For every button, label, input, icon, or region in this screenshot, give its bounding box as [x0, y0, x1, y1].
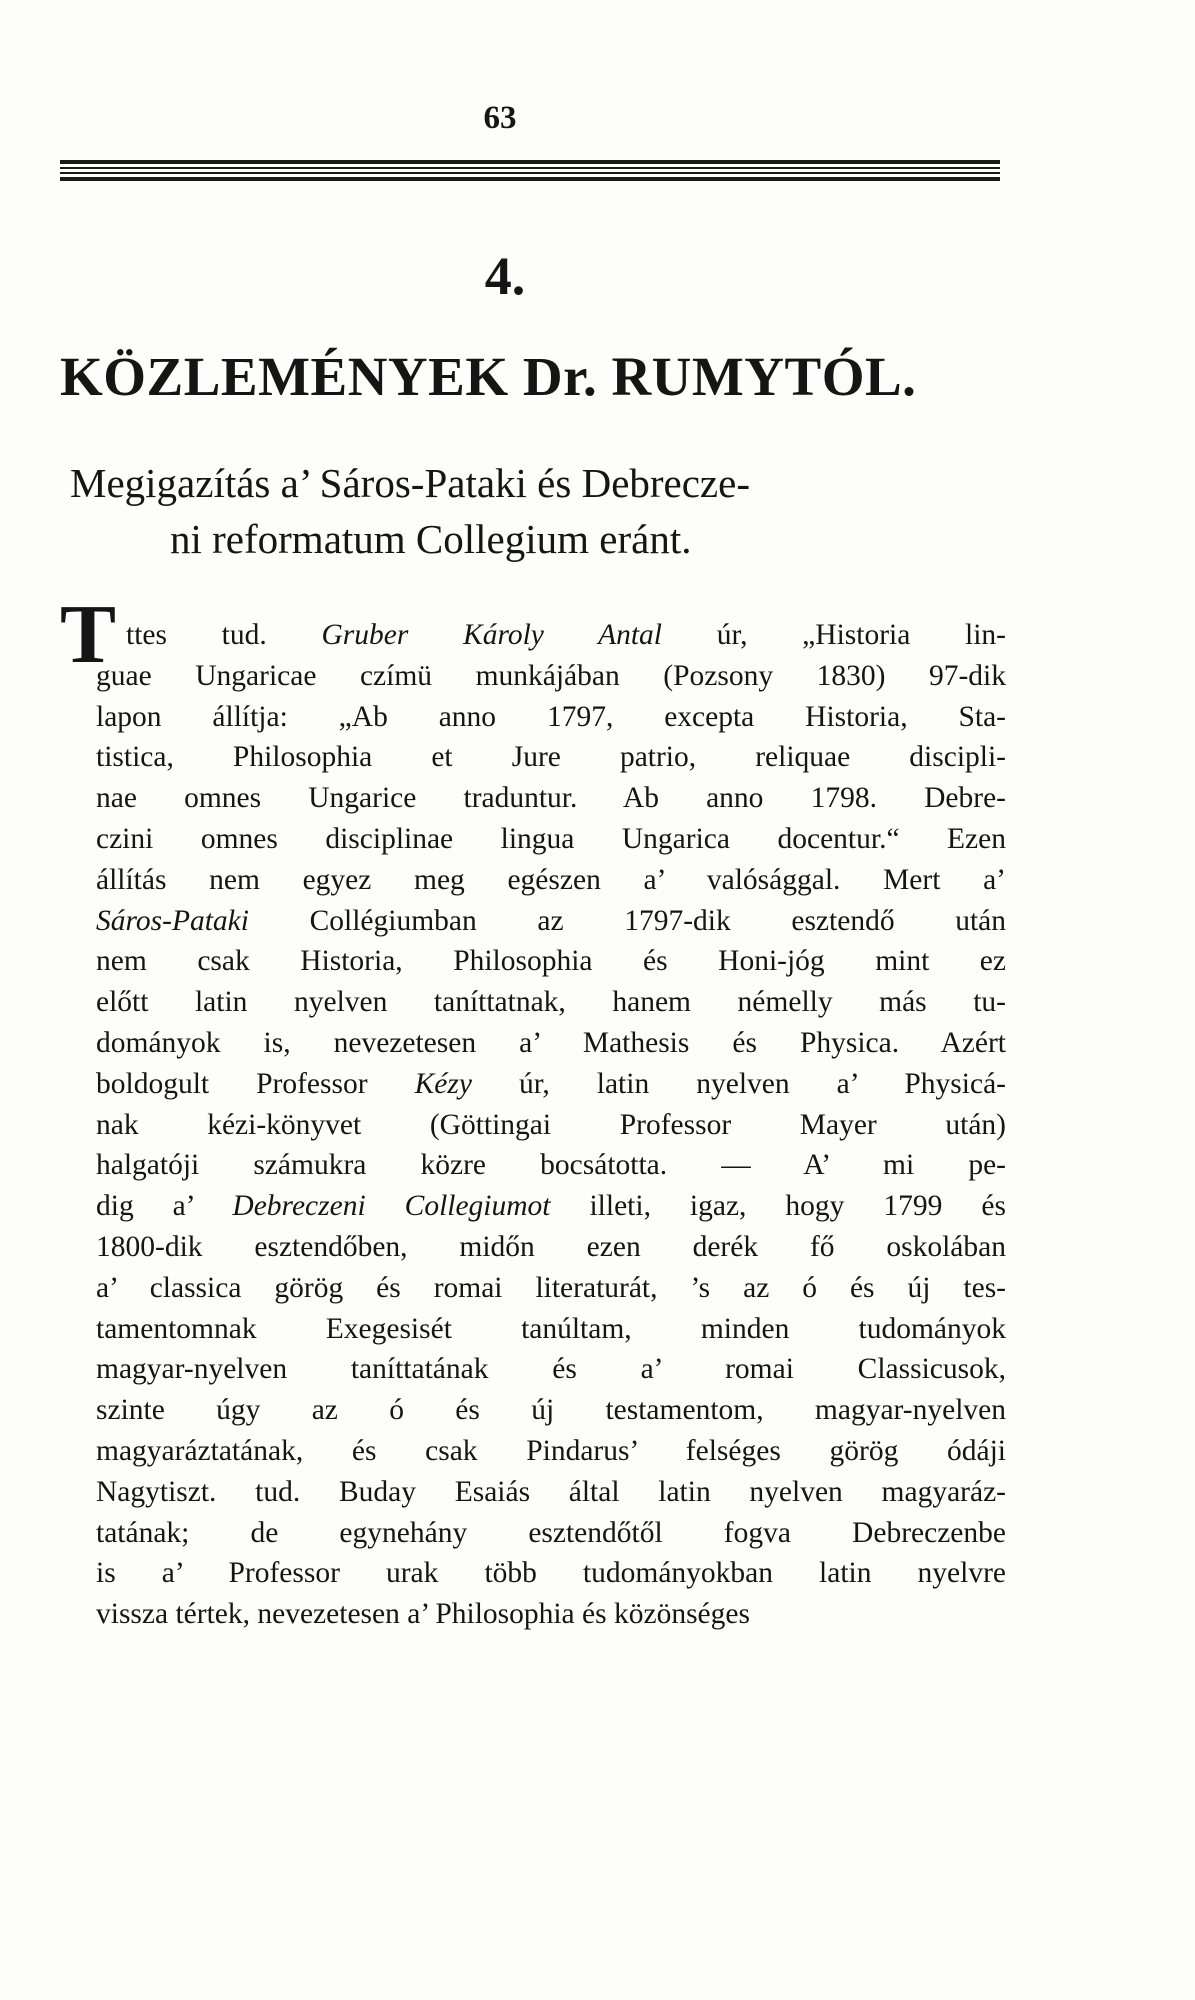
text-run: előtt latin nyelven taníttatnak, hanem némelly más tu- — [96, 986, 1006, 1019]
italic-name: Sáros-Pataki — [96, 904, 249, 937]
body-line — [96, 1390, 1006, 1431]
article-title: KÖZLEMÉNYEK Dr. RUMYTÓL. — [60, 346, 917, 407]
body-line — [96, 819, 1006, 860]
header-rule — [60, 160, 1000, 184]
body-line — [96, 1472, 1006, 1513]
italic-name: Gruber Károly Antal — [321, 619, 662, 651]
body-line — [96, 1064, 1006, 1105]
body-line — [96, 982, 1006, 1023]
text-run: halgatóji számukra közre bocsátotta. — A’ mi pe- — [96, 1149, 1006, 1182]
text-run: nak kézi-könyvet (Göttingai Professor Mayer után) — [96, 1108, 1006, 1141]
drop-cap: T — [60, 588, 117, 681]
text-run: szinte úgy az ó és új testamentom, magyar-nyelven — [96, 1394, 1006, 1427]
body-line — [96, 901, 1006, 942]
text-run: is a’ Professor urak több tudományokban latin nyelvre — [96, 1557, 1006, 1590]
body-line — [96, 1513, 1006, 1554]
body-line — [96, 1227, 1006, 1268]
subtitle-line: ni reformatum Collegium eránt. — [170, 516, 692, 562]
body-line — [96, 737, 1006, 778]
body-line — [96, 1105, 1006, 1146]
body-text — [60, 588, 1006, 1635]
body-line — [96, 1145, 1006, 1186]
text-run: tistica, Philosophia et Jure patrio, reliquae discipli- — [96, 741, 1006, 774]
body-line — [96, 615, 1006, 656]
text-run: magyar-nyelven taníttatának és a’ romai Classicusok, — [96, 1353, 1006, 1386]
text-run: úr, latin nyelven a’ Physicá- — [471, 1067, 1006, 1100]
header-rule-line — [60, 167, 1000, 169]
italic-name: Kézy — [414, 1067, 472, 1100]
body-line — [96, 1594, 1006, 1635]
article-subtitle — [70, 455, 1010, 567]
text-run: illeti, igaz, hogy 1799 és — [550, 1190, 1006, 1223]
body-line — [96, 941, 1006, 982]
body-line — [96, 1431, 1006, 1472]
text-run: czini omnes disciplinae lingua Ungarica docentur.“ Ezen — [96, 822, 1006, 855]
text-run: tamentomnak Exegesisét tanúltam, minden tudományok — [96, 1312, 1006, 1345]
text-run: vissza tértek, nevezetesen a’ Philosophia és közönséges — [96, 1598, 750, 1631]
body-line — [96, 1186, 1006, 1227]
text-run: guae Ungaricae czímü munkájában (Pozsony 1830) 97-dik — [96, 659, 1006, 692]
body-line — [96, 1349, 1006, 1390]
body-line — [96, 1268, 1006, 1309]
section-number: 4. — [484, 246, 526, 306]
body-line — [96, 1023, 1006, 1064]
text-run: dományok is, nevezetesen a’ Mathesis és Physica. Azért — [96, 1026, 1006, 1059]
body-line — [96, 1553, 1006, 1594]
text-run: boldogult Professor — [96, 1067, 415, 1100]
text-run: nem csak Historia, Philosophia és Honi-jóg mint ez — [96, 945, 1006, 978]
header-rule-line — [60, 177, 1000, 181]
header-rule-line — [60, 172, 1000, 174]
text-run: tatának; de egynehány esztendőtől fogva Debreczenbe — [96, 1516, 1006, 1549]
text-run: dig a’ — [96, 1190, 233, 1223]
body-line — [96, 1309, 1006, 1350]
page-number: 63 — [483, 100, 517, 136]
text-run: úr, „Historia lin- — [661, 619, 1006, 651]
text-run: a’ classica görög és romai literaturát, ’s az ó és új tes- — [96, 1271, 1006, 1304]
text-run: ttes tud. — [126, 619, 322, 651]
text-run: lapon állítja: „Ab anno 1797, excepta Historia, Sta- — [96, 700, 1006, 733]
body-line — [96, 778, 1006, 819]
text-run: magyaráztatának, és csak Pindarus’ felséges görög ódáji — [96, 1434, 1006, 1467]
text-run: állítás nem egyez meg egészen a’ valósággal. Mert a’ — [96, 863, 1006, 896]
body-line — [96, 697, 1006, 738]
subtitle-line: Megigazítás a’ Sáros-Pataki és Debrecze- — [70, 460, 750, 506]
text-run: Collégiumban az 1797-dik esztendő után — [248, 904, 1006, 937]
header-rule-line — [60, 160, 1000, 164]
body-line — [96, 656, 1006, 697]
text-run: 1800-dik esztendőben, midőn ezen derék fő oskolában — [96, 1230, 1006, 1263]
body-line — [96, 860, 1006, 901]
text-run: Nagytiszt. tud. Buday Esaiás által latin nyelven magyaráz- — [96, 1475, 1006, 1508]
italic-name: Debreczeni Collegiumot — [232, 1190, 551, 1223]
text-run: nae omnes Ungarice traduntur. Ab anno 1798. Debre- — [96, 782, 1006, 815]
